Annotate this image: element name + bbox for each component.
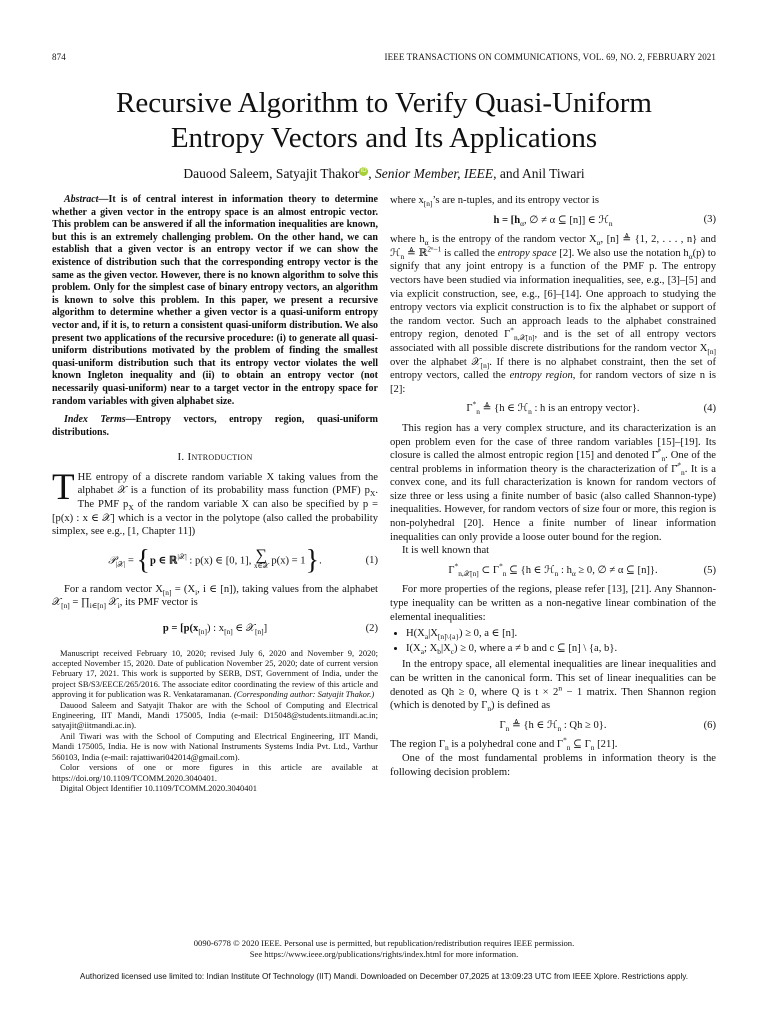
abstract: Abstract—It is of central interest in information theory to determine whether a given vector in the entropy space is an almost entropic vector. This problem can be answered if all the information inequalities are known, but this is an extremely challenging problem. On the other hand, we can establish that a given vector is an entropy vector if we can show the existence of distribution such that the corresponding entropy vector is the same as the given vector. However, there is no known algorithm to solve this problem. Only for the simplest case of binary entropy vectors, an algorithm is known to solve this problem. In this paper, we present a recursive algorithm to determine whether a given vector is a quasi-uniform entropy vector and, if it is, to return a consistent quasi-uniform distribution. We also present two applications of the recursive procedure: (i) to generate all quasi-uniform distributions motivated by the problem of finding the smallest quasi-uniform distribution such that its entropy vector violates the well known Ingleton inequality and (ii) to obtain an entropy vector (not necessarily quasi-uniform) near to a target vector in the entropy space for random variables with given alphabet size. [52,194,378,407]
journal-header: IEEE TRANSACTIONS ON COMMUNICATIONS, VOL. 69, NO. 2, FEBRUARY 2021 [384,52,716,62]
paragraph: One of the most fundamental problems in information theory is the following decision problem: [390,752,716,778]
equation-1: 𝒫$_{|𝒳|}$ = {p ∈ ℝ$^{|𝒳|}$ : p(x) ∈ [0, 1], ∑ x∈𝒳 p(x) = 1}. (1) [108,545,378,577]
copyright-notice: 0090-6778 © 2020 IEEE. Personal use is permitted, but republication/redistribution requires IEEE permission. See https://www.ieee.org/publications/rights/index.html for more information. [40,938,728,960]
list-item: • $H(X_a|X_{[n]\backslash\{a\}}) \ge 0$, a ∈ [n]. [406,627,716,641]
inequality-list [390,627,716,655]
section-heading: I. Introduction [177,451,253,464]
sum-symbol: ∑ x∈𝒳 [254,546,269,570]
paragraph: For more properties of the regions, please refer [13], [21]. Any Shannon-type inequality can be written as a non-negative linear combination of the elemental inequalities: [390,584,716,623]
rights-link[interactable]: See https://www.ieee.org/publications/rights/index.html for more information. [249,949,519,959]
drop-cap: T [52,466,75,508]
equation-3: $h = [h_\alpha$, ∅ ≠ α ⊆ [n]] ∈ ℋ$_n$ (3) [493,214,716,228]
page-number: 874 [52,52,66,62]
license-footer: Authorized licensed use limited to: Indian Institute Of Technology (IIT) Mandi. Downloaded on December 07,2025 at 13:09:23 UTC from IEEE Xplore. Restrictions apply. [79,972,689,981]
index-terms: Index Terms—Entropy vectors, entropy region, quasi-uniform distributions. [52,414,378,438]
paragraph: where $x_{[n]}’s$ are n-tuples, and its entropy vector is [390,195,599,209]
equation-4: $\Gamma^*_n$ ≜ {h ∈ ℋ$_n$ : h is an entropy vector}. (4) [466,399,716,417]
equation-6: $\Gamma_n$ ≜ {h ∈ ℋ$_n$ : Qh ≥ 0}. (6) [499,719,716,733]
right-column [390,194,716,779]
paper-title: Recursive Algorithm to Verify Quasi-Uniform Entropy Vectors and Its Applications [116,87,652,154]
paragraph: This region has a very complex structure, and its characterization is an open problem even for the case of three random variables [15]–[19]. Its closure is called the almost entropic region [15] and denoted $\Gammā^*_n$. One of the central problems in information theory is the characterization of $\Gammā^*_n$. It is a convex cone, and its full characterization is known for random vectors of size three or less using a finite number of basic (also called Shannon-type) inequalities. However, for random vectors of size four or more, this region is non-polyhedral [20]. Hence a finite number of linear information inequalities can only provide a loose outer bound for the region. [390,422,717,543]
left-column [52,194,378,793]
orcid-icon[interactable]: iD [360,168,367,174]
footnotes: Manuscript received February 10, 2020; revised July 6, 2020 and November 9, 2020; accepted November 15, 2020. Date of publication November 25, 2020; date of current version February 17, 2021. This work is supported by SERB, DST, Government of India, under the project SB/S3/EECE/265/2016. The associate editor coordinating the review of this article and approving it for publication was R. Venkataramanan. (Corresponding author: Satyajit Thakor.) Dauood Saleem and Satyajit Thakor are with the School of Computing and Electrical Engineering, IIT Mandi, Mandi 175005, India (e-mail: D15048@students.iitmandi.ac.in; satyajit@iitmandi.ac.in). Anil Tiwari was with the School of Computing and Electrical Engineering, IIT Mandi, Mandi 175005, India. He is now with National Instruments Systems India Pvt. Ltd., Varthur 560103, India (e-mail: rajattiwari042014@gmail.com). Color versions of one or more figures in this article are available at https://doi.org/10.1109/TCOMM.2020.3040401. Digital Object Identifier 10.1109/TCOMM.2020.3040401 [52,647,378,793]
paragraph: The region $\Gamma_n$ is a polyhedral cone and $\Gamma^*_n$ ⊆ $\Gamma_n$ [21]. [390,735,618,753]
equation-5: $\Gamma^*_{n,𝒳[n]}$ ⊂ $\Gamma^*_n$ ⊆ {h ∈ ℋ$_n$ : $h_\alpha \ge 0$, ∅ ≠ α ⊆ [n]}. (5) [448,561,716,578]
intro-paragraph-2: For a random vector $X_{[n]} = (X_i$, i ∈ [n]), taking values from the alphabet 𝒳$_{[n]}$ = $\prod_{i\in[n]}$ 𝒳$_i$, its PMF vector is [52,583,378,611]
author-line: Dauood Saleem, Satyajit Thakor iD , Senior Member, IEEE, and Anil Tiwari [183,166,585,181]
list-item: • $I(X_a$; $X_b|X_c) \ge 0$, where a ≠ b and c ⊆ [n] \ {a, b}. [406,642,716,656]
paragraph: where $h_\alpha$ is the entropy of the random vector $X_\alpha$, [n] ≜ {1, 2, . . . , n} and ℋ$_n$ ≜ ℝ$^{2^n-1}$ is called the entropy space [2]. We also use the notation $h_\alpha(p)$ to signify that any joint entropy is a function of the PMF p. The entropy vectors have been studied via information inequalities, see, e.g., [3]–[5] and via explicit construction, see, e.g., [6]–[14]. One approach to studying the entropy vectors via explicit construction is to fix the alphabet or support of the random vector. Such an approach leads to the alphabet constrained entropy region, denoted $\Gamma^*_{n,𝒳[n]}$, and is the set of all entropy vectors associated with all possible discrete distributions for the random vector $X_{[n]}$ over the alphabet 𝒳$_{[n]}$. If there is no alphabet constraint, then the set of entropy vectors, called the entropy region, for random vectors of size n is [2]: [390,234,717,395]
color-figure-link[interactable]: Color versions of one or more figures in this article are available at https://doi.org/10.1109/TCOMM.2020.3040401. [52,762,378,783]
intro-paragraph: THE entropy of a discrete random variable X taking values from the alphabet 𝒳 is a function of its probability mass function (PMF) $p_X$. The PMF $p_X$ of the random variable X can also be specified by p = [p(x) : x ∈ 𝒳] which is a vector in the polytope (also called the probability simplex, see e.g., [1, Chapter 11]) [52,466,378,538]
equation-2: $p = [p(x_{[n]})$ : $x_{[n]}$ ∈ 𝒳$_{[n]}$] (2) [162,623,378,637]
doi-line[interactable]: Digital Object Identifier 10.1109/TCOMM.2020.3040401 [60,782,258,793]
paragraph: It is well known that [402,545,490,557]
paragraph: In the entropy space, all elemental inequalities are linear inequalities and can be written in the canonical form. This set of linear inequalities can be denoted as Qh ≥ 0, where Q is $t \times 2^n - 1$ matrix. Then Shannon region (which is denoted by $\Gamma_n$) is defined as [390,659,716,714]
